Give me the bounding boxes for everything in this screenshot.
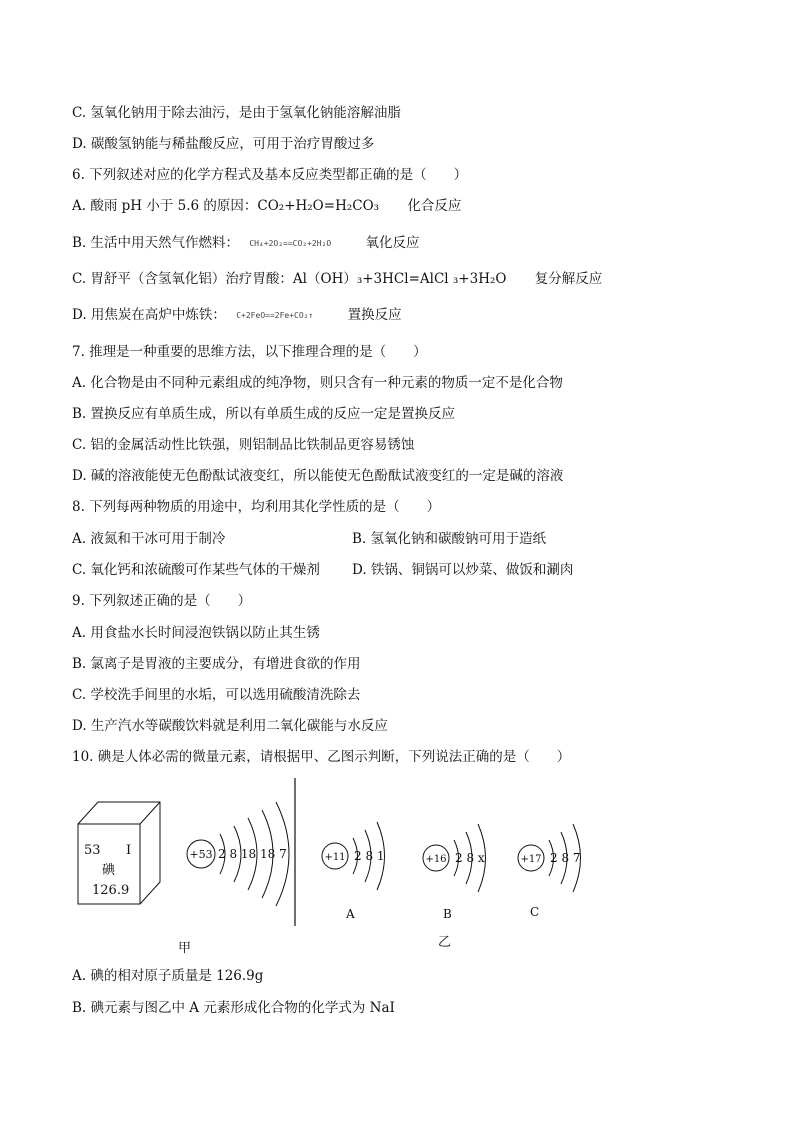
option-10a: A. 碘的相对原子质量是 126.9g: [72, 968, 264, 984]
question-8: 8. 下列每两种物质的用途中，均利用其化学性质的是（ ）: [72, 499, 441, 515]
atom-a-shells: 2 8 1: [354, 849, 385, 863]
option-7a: A. 化合物是由不同种元素组成的纯净物，则只含有一种元素的物质一定不是化合物: [72, 375, 563, 391]
atom-a: [322, 822, 385, 921]
atom-b-nucleus: +16: [425, 854, 447, 865]
option-8c: C. 氧化钙和浓硫酸可作某些气体的干燥剂: [72, 562, 320, 578]
option-9d: D. 生产汽水等碳酸饮料就是利用二氧化碳能与水反应: [72, 718, 388, 734]
option-6b-formula: CH₄+2O₂==CO₂+2H₂O: [249, 239, 332, 248]
label-jia: 甲: [178, 941, 192, 956]
element-name: 碘: [102, 863, 116, 878]
question-9: 9. 下列叙述正确的是（ ）: [72, 593, 252, 609]
atom-c-label: C: [530, 905, 540, 919]
option-6c: [72, 270, 602, 288]
question-10: 10. 碘是人体必需的微量元素，请根据甲、乙图示判断，下列说法正确的是（ ）: [72, 749, 571, 765]
option-6c-type: 复分解反应: [534, 271, 603, 287]
atom-b-label: B: [443, 907, 452, 921]
option-5d: D. 碳酸氢钠能与稀盐酸反应，可用于治疗胃酸过多: [72, 136, 375, 152]
element-symbol: I: [126, 843, 132, 858]
iodine-diagram: [70, 776, 730, 966]
option-8d: D. 铁锅、铜锅可以炒菜、做饭和涮肉: [352, 562, 574, 578]
option-8b: B. 氢氧化钠和碳酸钠可用于造纸: [352, 531, 547, 547]
option-6d-text: D. 用焦炭在高炉中炼铁：: [72, 307, 226, 323]
option-6a-type: 化合反应: [407, 198, 462, 214]
option-10b: B. 碘元素与图乙中 A 元素形成化合物的化学式为 NaI: [72, 1000, 395, 1016]
option-8a: A. 液氮和干冰可用于制冷: [72, 531, 226, 547]
option-6d-type: 置换反应: [347, 307, 402, 323]
option-5c: C. 氢氧化钠用于除去油污，是由于氢氧化钠能溶解油脂: [72, 105, 401, 121]
atom-c: [518, 824, 581, 919]
atom-b: [423, 824, 486, 921]
option-6b: [72, 234, 420, 253]
atom-c-nucleus: +17: [520, 854, 542, 865]
option-6c-text: C. 胃舒平（含氢氧化铝）治疗胃酸：Al（OH）₃+3HCl=AlCl ₃+3H₂O: [72, 271, 507, 287]
option-6b-text: B. 生活中用天然气作燃料：: [72, 235, 240, 251]
option-9b: B. 氯离子是胃液的主要成分，有增进食欲的作用: [72, 656, 361, 672]
atom-a-label: A: [346, 907, 355, 921]
iodine-atom-structure: [187, 802, 289, 906]
element-number: 53: [84, 843, 101, 858]
iodine-nucleus: +53: [189, 848, 213, 861]
option-6d: [72, 306, 402, 325]
option-6d-formula: C+2FeO==2Fe+CO₂↑: [236, 311, 314, 320]
iodine-shells: 2 8 18 18 7: [218, 847, 287, 861]
atom-b-shells: 2 8 x: [455, 851, 485, 865]
question-7: 7. 推理是一种重要的思维方法，以下推理合理的是（ ）: [72, 344, 427, 360]
option-7d: D. 碱的溶液能使无色酚酞试液变红，所以能使无色酚酞试液变红的一定是碱的溶液: [72, 468, 564, 484]
question-6: 6. 下列叙述对应的化学方程式及基本反应类型都正确的是（ ）: [72, 167, 468, 183]
options-8ab: [72, 530, 547, 548]
option-9c: C. 学校洗手间里的水垢，可以选用硫酸清洗除去: [72, 687, 361, 703]
label-yi: 乙: [438, 935, 452, 950]
option-6a-text: A. 酸雨 pH 小于 5.6 的原因：CO₂+H₂O=H₂CO₃: [72, 198, 380, 214]
atom-c-shells: 2 8 7: [550, 851, 581, 865]
option-9a: A. 用食盐水长时间浸泡铁锅以防止其生锈: [72, 625, 320, 641]
option-6a: [72, 197, 461, 215]
options-8cd: [72, 561, 574, 579]
element-cube: [78, 802, 160, 904]
option-6b-type: 氧化反应: [365, 235, 420, 251]
element-mass: 126.9: [92, 883, 130, 898]
atom-a-nucleus: +11: [324, 852, 346, 863]
option-7b: B. 置换反应有单质生成，所以有单质生成的反应一定是置换反应: [72, 406, 456, 422]
option-7c: C. 铝的金属活动性比铁强，则铝制品比铁制品更容易锈蚀: [72, 437, 415, 453]
